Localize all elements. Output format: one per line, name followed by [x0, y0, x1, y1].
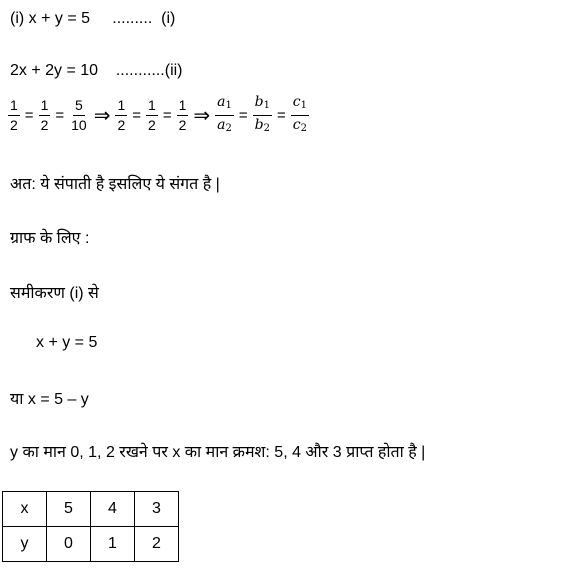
from-equation-text: समीकरण (i) से: [10, 285, 99, 302]
table-cell: y: [3, 527, 47, 562]
table-row: [3, 492, 179, 527]
table-cell: 5: [47, 492, 91, 527]
conclusion-text: अत: ये संपाती है इसलिए ये संगत है |: [10, 176, 220, 193]
ratio-comparison: [8, 94, 309, 137]
equals-sign: =: [132, 107, 142, 124]
equation-repeat: x + y = 5: [36, 334, 98, 351]
equals-sign: =: [55, 107, 65, 124]
fraction-c: $\frac{c_1}{c_2}$: [292, 94, 307, 134]
fraction: $\frac{1}{2}$: [10, 97, 18, 133]
equals-sign: =: [24, 107, 34, 124]
equation-2: 2x + 2y = 10 ...........(ii): [10, 62, 183, 79]
fraction: $\frac{5}{10}$: [71, 97, 87, 133]
equals-sign: =: [238, 107, 248, 124]
table-row: [3, 527, 179, 562]
table-cell: 1: [91, 527, 135, 562]
table-cell: 0: [47, 527, 91, 562]
graph-heading: ग्राफ के लिए :: [10, 230, 90, 247]
implies-arrow: ⇒: [93, 105, 111, 127]
fraction: $\frac{1}{2}$: [40, 97, 49, 133]
rearranged-equation: या x = 5 – y: [10, 391, 89, 408]
fraction-a: $\frac{a_1}{a_2}$: [217, 94, 232, 134]
fraction: $\frac{1}{2}$: [148, 97, 156, 133]
table-cell: 3: [135, 492, 179, 527]
fraction: $\frac{1}{2}$: [117, 97, 126, 133]
fraction-b: $\frac{b_1}{b_2}$: [254, 94, 270, 134]
table-cell: 4: [91, 492, 135, 527]
implies-arrow: ⇒: [193, 105, 211, 127]
table-cell: x: [3, 492, 47, 527]
values-table: [2, 491, 179, 562]
values-explanation: y का मान 0, 1, 2 रखने पर x का मान क्रमश: 5, 4 और 3 प्राप्त होता है |: [10, 444, 426, 461]
table-cell: 2: [135, 527, 179, 562]
equals-sign: =: [277, 107, 286, 124]
equation-1: (i) x + y = 5 ......... (i): [10, 10, 176, 27]
fraction: $\frac{1}{2}$: [178, 97, 187, 133]
equals-sign: =: [162, 107, 172, 124]
